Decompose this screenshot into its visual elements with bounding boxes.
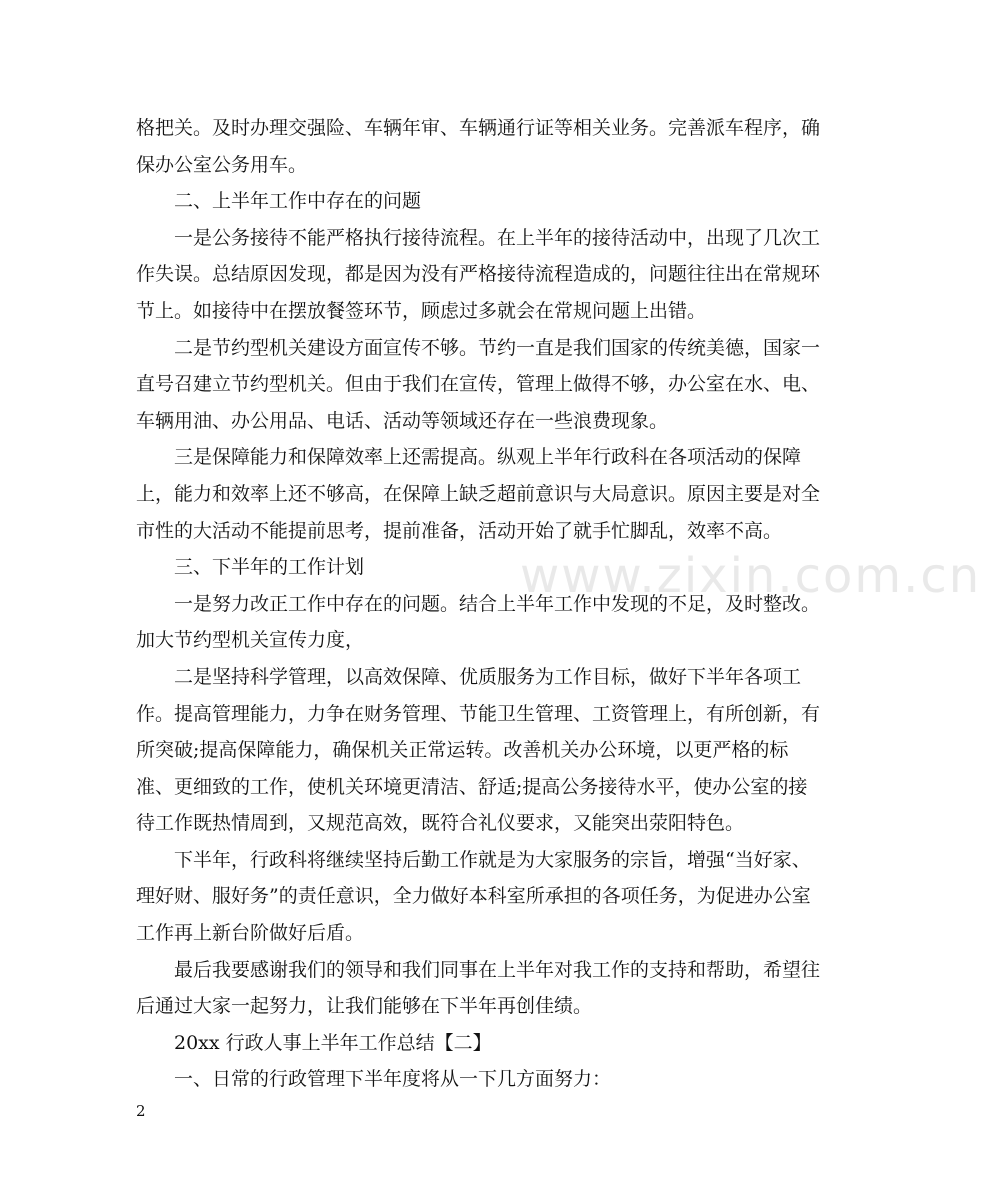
text-line: 二是坚持科学管理，以高效保障、优质服务为工作目标，做好下半年各项工 (174, 665, 802, 688)
text-line: 一、日常的行政管理下半年度将从一下几方面努力： (174, 1068, 612, 1091)
text-line: 上，能力和效率上还不够高，在保障上缺乏超前意识与大局意识。原因主要是对全 (136, 482, 821, 505)
text-line: 下半年，行政科将继续坚持后勤工作就是为大家服务的宗旨，增强“当好家、 (174, 848, 811, 871)
text-line: 一是公务接待不能严格执行接待流程。在上半年的接待活动中，出现了几次工 (174, 226, 821, 249)
text-line: 车辆用油、办公用品、电话、活动等领域还存在一些浪费现象。 (136, 409, 669, 432)
text-line: 工作再上新台阶做好后盾。 (136, 922, 365, 945)
text-line: 保办公室公务用车。 (136, 153, 308, 176)
text-line: 格把关。及时办理交强险、车辆年审、车辆通行证等相关业务。完善派车程序，确 (136, 117, 821, 139)
text-line: 理好财、服好务”的责任意识，全力做好本科室所承担的各项任务，为促进办公室 (136, 885, 811, 908)
text-line: 市性的大活动不能提前思考，提前准备，活动开始了就手忙脚乱，效率不高。 (136, 519, 783, 542)
text-line: 节上。如接待中在摆放餐签环节，顾虑过多就会在常规问题上出错。 (136, 299, 707, 322)
text-line: 待工作既热情周到，又规范高效，既符合礼仪要求，又能突出荥阳特色。 (136, 812, 745, 835)
text-line: 作失误。总结原因发现，都是因为没有严格接待流程造成的，问题往往出在常规环 (136, 263, 821, 286)
text-line: 20xx 行政人事上半年工作总结【二】 (174, 1031, 492, 1054)
text-line: 作。提高管理能力，力争在财务管理、节能卫生管理、工资管理上，有所创新，有 (136, 702, 821, 725)
text-line: 准、更细致的工作，使机关环境更清洁、舒适;提高公务接待水平，使办公室的接 (136, 775, 808, 798)
text-line: 三、下半年的工作计划 (174, 556, 365, 579)
page-number: 2 (136, 1102, 146, 1120)
text-line: 三是保障能力和保障效率上还需提高。纵观上半年行政科在各项活动的保障 (174, 446, 802, 469)
text-line: 直号召建立节约型机关。但由于我们在宣传，管理上做得不够，办公室在水、电、 (136, 373, 821, 396)
document-body (136, 110, 821, 1098)
text-line: 后通过大家一起努力，让我们能够在下半年再创佳绩。 (136, 995, 593, 1018)
text-line: 所突破;提高保障能力，确保机关正常运转。改善机关办公环境，以更严格的标 (136, 739, 789, 762)
text-line: 一是努力改正工作中存在的问题。结合上半年工作中发现的不足，及时整改。 (174, 592, 821, 615)
text-line: 最后我要感谢我们的领导和我们同事在上半年对我工作的支持和帮助，希望往 (174, 958, 821, 981)
text-line: 加大节约型机关宣传力度， (136, 629, 365, 652)
watermark: www.zixin.com.cn (520, 548, 981, 604)
text-line: 二、上半年工作中存在的问题 (174, 190, 422, 213)
text-line: 二是节约型机关建设方面宣传不够。节约一直是我们国家的传统美德，国家一 (174, 336, 821, 359)
